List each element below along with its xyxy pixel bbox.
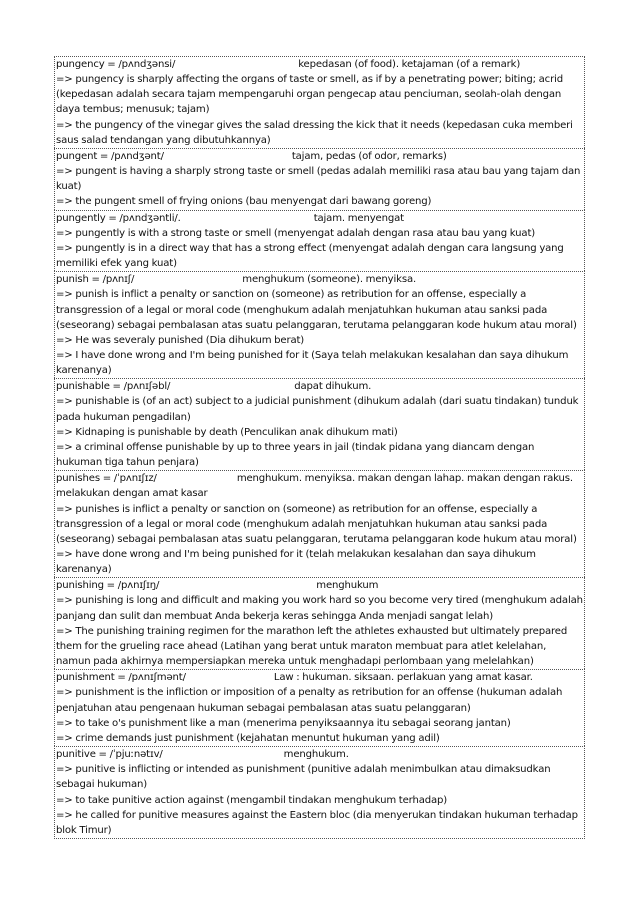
dictionary-page: [54, 56, 585, 839]
example-line: => punishment is the infliction or imposition of a penalty as retribution for an offense (hukuman adalah penjatuhan atau pengenaan hukuman sebagai pembalasan atas suatu pelanggaran): [56, 687, 563, 714]
example-line: => The punishing training regimen for the marathon left the athletes exhausted but ultimately prepared them for the grueling race ahead (Latihan yang berat untuk maraton membuat para atlet kelelahan, namun pada akhirnya mempersiapkan mereka untuk menghadapi perlombaan yang melelahkan): [56, 625, 568, 668]
entry-header: [56, 578, 583, 593]
example-line: => punitive is inflicting or intended as punishment (punitive adalah menimbulkan atau dimaksudkan sebagai hukuman): [56, 764, 551, 791]
example-line: => a criminal offense punishable by up to three years in jail (tindak pidana yang diancam dengan hukuman tiga tahun penjara): [56, 441, 535, 469]
headword: pungent = /pʌndʒənt/: [56, 150, 164, 162]
translation: menghukum. menyiksa. makan dengan lahap. makan dengan rakus. melakukan dengan amat kasar: [56, 473, 573, 500]
example-line: => pungently is in a direct way that has a strong effect (menyengat adalah dengan cara langsung yang memiliki efek yang kuat): [56, 242, 564, 270]
entry-header: [56, 57, 583, 72]
example-line: => have done wrong and I'm being punished for it (telah melakukan kesalahan dan saya dihukum karenanya): [56, 549, 536, 576]
dictionary-entry: [54, 470, 585, 577]
example-line: => he called for punitive measures against the Eastern bloc (dia menyerukan tindakan hukuman terhadap blok Timur): [56, 809, 578, 836]
example-line: => pungent is having a sharply strong taste or smell (pedas adalah memiliki rasa atau bau yang tajam dan kuat): [56, 166, 581, 193]
example-line: => pungently is with a strong taste or smell (menyengat adalah dengan rasa atau bau yang kuat): [56, 227, 536, 239]
example-line: => punish is inflict a penalty or sanction on (someone) as retribution for an offense, especially a transgression of a legal or moral code (menghukum adalah menjatuhkan hukuman atau sanksi pada (seseorang) sebagai pembalasan atas suatu pelanggaran, terutama pelanggaran kode hukum atau moral): [56, 289, 577, 331]
translation: menghukum (someone). menyiksa.: [242, 274, 417, 286]
translation: Law : hukuman. siksaan. perlakuan yang amat kasar.: [273, 672, 533, 684]
headword: pungency = /pʌndʒənsi/: [56, 59, 176, 70]
headword: punishes = /ˈpʌnɪʃɪz/: [56, 473, 157, 485]
example-line: => He was severaly punished (Dia dihukum berat): [56, 334, 305, 346]
translation: dapat dihukum.: [294, 381, 372, 393]
entry-header: [56, 471, 583, 501]
headword: pungently = /pʌndʒəntli/.: [56, 212, 181, 224]
headword: punishable = /pʌnɪʃəbl/: [56, 381, 171, 393]
example-line: => Kidnaping is punishable by death (Penculikan anak dihukum mati): [56, 426, 398, 438]
example-line: => punishable is (of an act) subject to a judicial punishment (dihukum adalah (dari suatu tindakan) tunduk pada hukuman pengadilan): [56, 396, 579, 423]
entry-header: [56, 670, 583, 685]
dictionary-entry: [54, 210, 585, 272]
headword: punishment = /pʌnɪʃmənt/: [56, 672, 186, 684]
example-line: => to take punitive action against (mengambil tindakan menghukum terhadap): [56, 794, 448, 806]
headword: punishing = /pʌnɪʃɪŋ/: [56, 580, 160, 592]
entry-header: [56, 747, 583, 762]
example-line: => pungency is sharply affecting the organs of taste or smell, as if by a penetrating power; biting; acrid (kepedasan adalah secara tajam mempengaruhi organ pengecap atau penciuman, seolah-olah dengan daya tembus; menusuk; tajam): [56, 74, 563, 116]
translation: menghukum: [316, 580, 379, 592]
dictionary-entry: [54, 669, 585, 746]
entry-header: [56, 379, 583, 394]
dictionary-entry: [54, 56, 585, 148]
example-line: => punishes is inflict a penalty or sanction on (someone) as retribution for an offense, especially a transgression of a legal or moral code (menghukum adalah menjatuhkan hukuman atau sanksi pada (seseorang) sebagai pembalasan atas suatu pelanggaran, terutama pelanggaran kode hukum atau moral): [56, 503, 577, 545]
translation: tajam, pedas (of odor, remarks): [291, 150, 447, 162]
dictionary-entry: [54, 378, 585, 470]
translation: tajam. menyengat: [313, 212, 404, 224]
entry-header: [56, 272, 583, 287]
dictionary-entry: [54, 148, 585, 210]
translation: kepedasan (of food). ketajaman (of a remark): [298, 59, 521, 70]
entry-header: [56, 149, 583, 164]
dictionary-entry: [54, 746, 585, 839]
example-line: => I have done wrong and I'm being punished for it (Saya telah melakukan kesalahan dan saya dihukum karenanya): [56, 349, 569, 377]
entry-header: [56, 211, 583, 226]
example-line: => punishing is long and difficult and making you work hard so you become very tired (menghukum adalah panjang dan sulit dan membuat Anda bekerja keras sehingga Anda menjadi sangat lelah): [56, 595, 583, 622]
example-line: => crime demands just punishment (kejahatan menuntut hukuman yang adil): [56, 732, 440, 744]
headword: punitive = /ˈpjuːnətɪv/: [56, 749, 163, 761]
example-line: => to take o's punishment like a man (menerima penyiksaannya itu sebagai seorang jantan): [56, 717, 511, 729]
example-line: => the pungent smell of frying onions (bau menyengat dari bawang goreng): [56, 196, 432, 208]
dictionary-entry: [54, 577, 585, 669]
dictionary-entry: [54, 271, 585, 378]
translation: menghukum.: [283, 749, 349, 761]
headword: punish = /pʌnɪʃ/: [56, 274, 135, 286]
example-line: => the pungency of the vinegar gives the salad dressing the kick that it needs (kepedasan cuka memberi saus salad tendangan yang dibutuhkannya): [56, 119, 573, 146]
